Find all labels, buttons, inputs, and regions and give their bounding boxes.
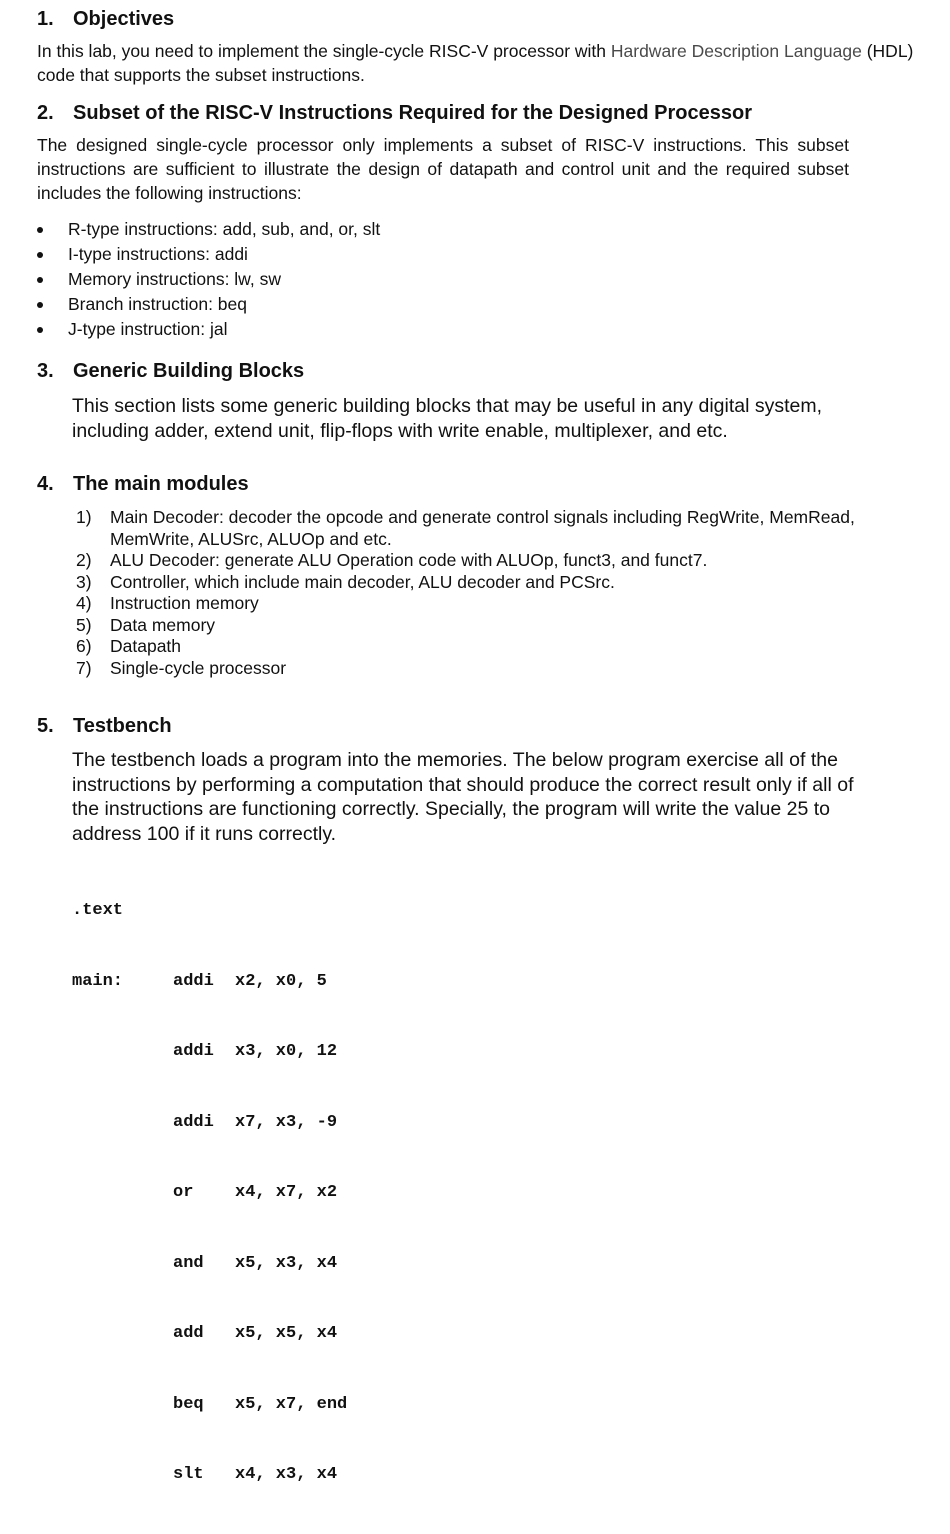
list-item-number: 7): [76, 657, 92, 678]
code-opcode: and: [173, 1253, 204, 1273]
list-item-number: 1): [76, 507, 92, 527]
section-number: 4.: [37, 473, 54, 495]
list-item-text: Datapath: [110, 636, 182, 656]
bullet-icon: [37, 277, 43, 283]
code-operands: x5, x7, end: [235, 1394, 348, 1414]
section-number: 1.: [37, 8, 54, 30]
list-item-text: Branch instruction: beq: [68, 294, 247, 314]
list-item: [76, 658, 876, 680]
list-item: [37, 242, 380, 267]
code-line: [72, 1463, 347, 1487]
section-3-heading: [37, 359, 304, 383]
list-item-text: Instruction memory: [110, 593, 259, 613]
modules-numbered-list: [76, 507, 876, 679]
code-line: [72, 1040, 347, 1064]
list-item-text: Main Decoder: decoder the opcode and generate control signals including RegWrite, MemRead, MemWrite, ALUSrc, ALUOp and etc.: [110, 507, 855, 549]
section-2-heading: [37, 101, 752, 125]
code-operands: x5, x3, x4: [235, 1253, 338, 1273]
list-item: [76, 615, 876, 637]
list-item-text: Data memory: [110, 614, 216, 635]
list-item: [37, 217, 380, 242]
code-operands: x2, x0, 5: [235, 971, 327, 991]
code-line: [72, 1393, 347, 1417]
list-item-text: Memory instructions: lw, sw: [68, 269, 281, 289]
section-5-heading: [37, 714, 172, 738]
code-opcode: beq: [173, 1394, 204, 1414]
section-title: Testbench: [73, 715, 172, 737]
list-item: [76, 507, 876, 550]
list-item: [76, 593, 876, 615]
list-item: [37, 292, 380, 317]
bullet-icon: [37, 327, 43, 333]
bullet-icon: [37, 227, 43, 233]
list-item-text: J-type instruction: jal: [68, 319, 228, 339]
code-line: [72, 1111, 347, 1135]
list-item: [76, 550, 876, 572]
code-operands: x4, x3, x4: [235, 1465, 338, 1484]
list-item-number: 3): [76, 571, 92, 592]
code-operands: x4, x7, x2: [235, 1183, 338, 1202]
list-item-text: Single-cycle processor: [110, 657, 287, 678]
section-title: Generic Building Blocks: [73, 360, 305, 382]
list-item: [37, 317, 380, 342]
code-line: [72, 970, 347, 994]
code-line: [72, 1252, 347, 1276]
bullet-icon: [37, 302, 43, 308]
section-4-heading: [37, 472, 249, 496]
objectives-paragraph: [37, 39, 917, 87]
list-item-text: R-type instructions: add, sub, and, or, slt: [68, 219, 381, 239]
objectives-text: In this lab, you need to implement the single-cycle RISC-V processor with: [37, 41, 611, 61]
section-title: Objectives: [73, 8, 175, 30]
list-item-number: 2): [76, 550, 92, 570]
code-line: [72, 1181, 347, 1205]
subset-paragraph: The designed single-cycle processor only implements a subset of RISC-V instructions. This subset instructions are sufficient to illustrate the design of datapath and control unit and the required subset includes the following instructions:: [37, 135, 849, 203]
list-item: [37, 267, 380, 292]
list-item: [76, 572, 876, 594]
hdl-term: Hardware Description Language: [610, 41, 862, 61]
code-label: main:: [72, 971, 124, 991]
code-opcode: or: [173, 1183, 194, 1202]
code-opcode: addi: [173, 971, 214, 991]
list-item-text: I-type instructions: addi: [68, 244, 248, 264]
code-operands: x5, x5, x4: [235, 1324, 338, 1343]
section-number: 2.: [37, 102, 54, 124]
testbench-paragraph: The testbench loads a program into the memories. The below program exercise all of the instructions by performing a computation that should produce the correct result only if all of the instructions are functioning correctly. Specially, the program will write the value 25 to address 100 if it runs correctly.: [72, 749, 854, 845]
instruction-bullet-list: [37, 217, 380, 342]
code-opcode: addi: [173, 1112, 214, 1132]
list-item-number: 4): [76, 593, 92, 613]
objectives-text-end: (HDL) code that supports the subset instructions.: [37, 41, 914, 85]
code-operands: x7, x3, -9: [235, 1112, 338, 1132]
code-opcode: add: [173, 1324, 204, 1343]
section-1-heading: [37, 7, 174, 31]
section-number: 5.: [37, 715, 54, 737]
bullet-icon: [37, 252, 43, 258]
building-blocks-paragraph: This section lists some generic building blocks that may be useful in any digital system, including adder, extend unit, flip-flops with write enable, multiplexer, and etc.: [72, 395, 823, 442]
list-item-number: 5): [76, 614, 92, 635]
list-item-text: ALU Decoder: generate ALU Operation code with ALUOp, funct3, and funct7.: [110, 550, 708, 570]
code-line: [72, 1322, 347, 1346]
code-opcode: slt: [173, 1465, 204, 1484]
section-title: Subset of the RISC-V Instructions Required for the Designed Processor: [73, 102, 752, 124]
list-item-text: Controller, which include main decoder, ALU decoder and PCSrc.: [110, 571, 615, 592]
list-item-number: 6): [76, 636, 92, 656]
code-directive: .text: [72, 901, 124, 920]
list-item: [76, 636, 876, 658]
section-number: 3.: [37, 360, 54, 382]
code-operands: x3, x0, 12: [235, 1042, 338, 1061]
assembly-code-block: [72, 852, 347, 1534]
section-title: The main modules: [73, 473, 249, 495]
code-opcode: addi: [173, 1042, 214, 1061]
